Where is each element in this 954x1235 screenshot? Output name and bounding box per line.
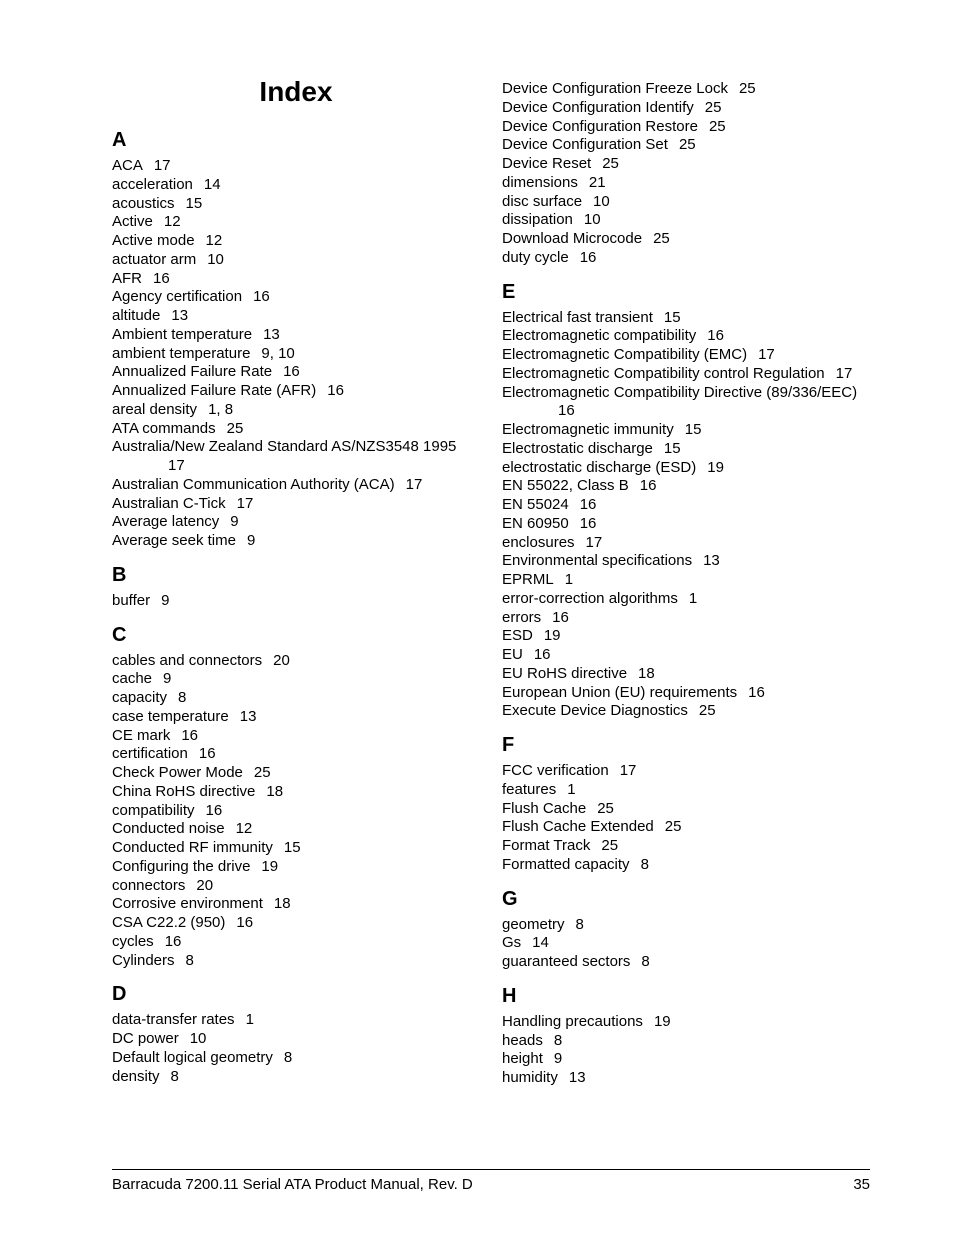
index-page-refs: 16 <box>153 269 170 287</box>
index-term: Annualized Failure Rate (AFR) <box>112 382 317 399</box>
index-page-refs: 19 <box>261 857 279 875</box>
index-letter-heading: A <box>112 129 127 151</box>
index-term: DC power <box>112 1030 179 1047</box>
index-page-refs: 15 <box>663 308 681 326</box>
index-entry <box>502 1013 874 1032</box>
index-term: connectors <box>112 876 186 894</box>
index-page-refs: 17 <box>405 475 423 493</box>
index-term: cycles <box>112 932 154 950</box>
index-page-refs: 16 <box>579 248 597 266</box>
index-page-refs: 17 <box>585 533 603 551</box>
index-term: Configuring the drive <box>112 857 251 875</box>
index-page-refs: 12 <box>235 820 253 838</box>
index-letter-heading: H <box>502 984 517 1007</box>
index-page-refs: 8 <box>553 1031 563 1049</box>
index-term: humidity <box>502 1069 558 1086</box>
index-page-refs: 25 <box>653 230 670 247</box>
index-page-refs: 19 <box>707 458 724 476</box>
index-term: EN 60950 <box>502 514 569 532</box>
index-entry <box>502 249 874 268</box>
index-page-refs: 10 <box>189 1030 207 1047</box>
index-term: Australian C-Tick <box>112 494 226 512</box>
index-term: EN 55022, Class B <box>502 477 629 495</box>
index-page-refs: 25 <box>708 117 726 135</box>
index-term: Electrical fast transient <box>502 308 653 326</box>
index-page-refs: 16 <box>748 683 765 701</box>
index-entry <box>112 895 482 914</box>
index-term: ACA <box>112 157 143 174</box>
index-entry <box>502 684 874 703</box>
index-entry <box>502 477 874 496</box>
index-entry <box>112 708 482 727</box>
index-entry <box>112 476 482 495</box>
index-page-refs: 16 <box>579 496 597 513</box>
index-term: error-correction algorithms <box>502 589 678 607</box>
index-page-refs: 16 <box>639 477 657 495</box>
index-letter-heading: D <box>112 983 127 1006</box>
index-entry <box>112 363 482 382</box>
index-page-refs: 8 <box>185 951 194 969</box>
index-entry <box>112 251 482 270</box>
index-letter-heading: C <box>112 623 127 646</box>
index-term: Active <box>112 213 153 231</box>
index-page-refs: 13 <box>263 325 280 343</box>
index-page-refs: 1, 8 <box>208 400 234 418</box>
index-page-refs: 8 <box>283 1048 293 1066</box>
index-entry <box>112 307 482 326</box>
index-entry <box>502 327 874 346</box>
index-entry <box>502 762 874 781</box>
index-page-refs: 16 <box>283 363 300 381</box>
index-term: Device Configuration Identify <box>502 98 694 116</box>
index-column-right <box>502 80 874 1088</box>
index-term: actuator arm <box>112 250 197 268</box>
index-term: FCC verification <box>502 762 609 779</box>
index-entry <box>502 136 874 155</box>
index-entry <box>112 914 482 933</box>
index-term: China RoHS directive <box>112 782 256 800</box>
index-page-refs: 17 <box>619 762 637 779</box>
index-term: Electromagnetic Compatibility control Regulation <box>502 364 825 382</box>
index-term: acoustics <box>112 194 175 212</box>
index-term: Handling precautions <box>502 1012 643 1030</box>
index-term: areal density <box>112 400 198 418</box>
index-entry <box>112 176 482 195</box>
index-entry <box>502 1069 874 1088</box>
index-page-refs: 1 <box>567 780 576 798</box>
index-term: EPRML <box>502 571 554 588</box>
index-entry <box>502 590 874 609</box>
index-term: Gs <box>502 934 522 952</box>
index-term: CSA C22.2 (950) <box>112 914 226 931</box>
index-entry <box>112 1068 482 1087</box>
index-entry <box>112 1049 482 1068</box>
index-page-refs: 16 <box>236 914 254 931</box>
index-term: Electromagnetic immunity <box>502 421 674 438</box>
index-letter-heading: G <box>502 887 518 910</box>
index-page-refs: 18 <box>266 782 284 800</box>
index-term: cache <box>112 670 153 688</box>
index-entry <box>502 515 874 534</box>
index-entry <box>112 157 482 176</box>
index-entry <box>112 783 482 802</box>
index-entry <box>112 532 482 551</box>
index-column-left <box>112 128 482 1086</box>
index-page-refs: 12 <box>163 213 181 231</box>
index-term: certification <box>112 745 188 763</box>
index-entry <box>112 232 482 251</box>
index-term: ambient temperature <box>112 344 251 362</box>
index-page-refs: 10 <box>583 211 601 229</box>
index-term: Australian Communication Authority (ACA) <box>112 475 395 493</box>
index-entry <box>502 80 874 99</box>
footer-page-number: 35 <box>853 1176 870 1193</box>
index-entry <box>112 270 482 289</box>
index-entry <box>112 326 482 345</box>
index-term: EU RoHS directive <box>502 664 628 682</box>
index-page-refs: 8 <box>641 953 650 970</box>
index-term: ESD <box>502 627 533 645</box>
index-entry <box>112 420 482 439</box>
index-term: Average seek time <box>112 532 236 549</box>
index-term: density <box>112 1067 160 1085</box>
index-page-refs: 16 <box>707 327 724 345</box>
index-term: EN 55024 <box>502 496 569 513</box>
index-entry <box>112 858 482 877</box>
index-page-refs: 15 <box>663 439 681 457</box>
index-entry <box>502 916 874 935</box>
index-page-refs: 9, 10 <box>261 344 295 362</box>
index-entry <box>502 193 874 212</box>
index-term: Ambient temperature <box>112 325 253 343</box>
index-page-refs: 8 <box>640 855 649 873</box>
index-term: Electrostatic discharge <box>502 439 653 457</box>
index-term: guaranteed sectors <box>502 953 631 970</box>
index-term: CE mark <box>112 726 171 744</box>
index-entry <box>502 459 874 478</box>
index-page-refs: 16 <box>533 646 551 663</box>
index-term: Device Reset <box>502 155 592 172</box>
index-entry <box>112 592 482 611</box>
index-entry <box>112 670 482 689</box>
index-term: Device Configuration Set <box>502 136 668 154</box>
index-page-refs: 13 <box>568 1069 586 1086</box>
index-page-refs: 25 <box>602 155 619 172</box>
index-page-refs: 10 <box>207 250 224 268</box>
footer-document-title: Barracuda 7200.11 Serial ATA Product Manual, Rev. D <box>112 1176 473 1193</box>
index-term: features <box>502 780 557 798</box>
index-entry <box>502 818 874 837</box>
index-entry <box>502 534 874 553</box>
index-page-refs: 25 <box>226 419 244 437</box>
index-entry <box>112 652 482 671</box>
index-entry <box>502 627 874 646</box>
index-term: Environmental specifications <box>502 552 693 570</box>
index-entry <box>112 513 482 532</box>
footer-divider <box>112 1169 870 1170</box>
index-entry <box>112 802 482 821</box>
index-page-refs: 16 <box>181 726 199 744</box>
index-entry <box>112 727 482 746</box>
index-page-refs: 17 <box>835 364 853 382</box>
index-term: Active mode <box>112 232 195 249</box>
index-entry <box>502 440 874 459</box>
index-entry <box>112 195 482 214</box>
index-term: Device Configuration Restore <box>502 117 698 135</box>
index-entry <box>502 118 874 137</box>
index-entry <box>502 934 874 953</box>
index-term: Australia/New Zealand Standard AS/NZS3548 1995 <box>112 438 457 456</box>
index-page-refs: 25 <box>738 80 756 97</box>
index-page-refs: 17 <box>168 457 185 474</box>
index-term: Electromagnetic Compatibility Directive (89/336/EEC) <box>502 383 858 401</box>
index-page-refs: 25 <box>253 764 271 781</box>
index-page-refs: 15 <box>185 194 203 212</box>
index-page-refs: 14 <box>203 175 221 193</box>
index-page-refs: 16 <box>552 608 569 626</box>
index-term: ATA commands <box>112 419 216 437</box>
index-page-refs: 25 <box>597 799 614 817</box>
index-page-refs: 13 <box>171 307 189 324</box>
index-page-refs: 10 <box>593 192 610 210</box>
index-entry <box>112 689 482 708</box>
index-page-refs: 8 <box>575 915 584 933</box>
index-term: enclosures <box>502 533 575 551</box>
index-page-refs: 18 <box>638 664 655 682</box>
index-term: Corrosive environment <box>112 895 263 913</box>
index-page-refs: 25 <box>698 702 716 720</box>
index-term: cables and connectors <box>112 651 263 669</box>
index-entry <box>112 1030 482 1049</box>
index-entry <box>502 155 874 174</box>
index-term: altitude <box>112 307 161 324</box>
index-page-refs: 19 <box>653 1012 671 1030</box>
index-entry <box>502 856 874 875</box>
index-entry <box>112 288 482 307</box>
index-term: duty cycle <box>502 248 569 266</box>
index-page-refs: 20 <box>196 876 214 894</box>
index-entry <box>502 384 874 422</box>
index-page-refs: 17 <box>236 494 254 512</box>
index-entry <box>112 952 482 971</box>
index-term: height <box>502 1050 543 1068</box>
index-entry <box>502 702 874 721</box>
index-term: Average latency <box>112 513 220 531</box>
index-term: acceleration <box>112 175 193 193</box>
index-entry <box>502 496 874 515</box>
index-page-refs: 16 <box>558 402 575 420</box>
index-entry <box>502 174 874 193</box>
index-term: data-transfer rates <box>112 1011 235 1029</box>
index-page-refs: 16 <box>579 514 597 532</box>
index-term: compatibility <box>112 801 195 819</box>
index-page-refs: 25 <box>678 136 696 154</box>
index-page-refs: 9 <box>163 670 172 688</box>
index-entry <box>112 745 482 764</box>
index-term: geometry <box>502 915 565 933</box>
index-page-refs: 15 <box>684 421 702 438</box>
index-term: Conducted noise <box>112 820 225 838</box>
index-entry <box>502 609 874 628</box>
index-entry <box>502 1050 874 1069</box>
index-page-refs: 21 <box>588 173 606 191</box>
index-term: Formatted capacity <box>502 855 630 873</box>
index-term: Format Track <box>502 837 591 854</box>
index-term: electrostatic discharge (ESD) <box>502 458 697 476</box>
index-term: Flush Cache Extended <box>502 818 654 836</box>
index-entry <box>112 877 482 896</box>
index-entry <box>112 495 482 514</box>
index-page-refs: 19 <box>543 627 561 645</box>
index-term: AFR <box>112 269 142 287</box>
index-term: Electromagnetic Compatibility (EMC) <box>502 346 748 363</box>
index-term: Annualized Failure Rate <box>112 363 273 381</box>
index-term: Cylinders <box>112 951 175 969</box>
index-entry <box>502 211 874 230</box>
index-entry <box>502 953 874 972</box>
index-entry <box>502 99 874 118</box>
index-page-refs: 16 <box>205 801 223 819</box>
index-entry <box>502 309 874 328</box>
index-entry <box>502 837 874 856</box>
index-page-refs: 13 <box>239 707 257 725</box>
index-page-refs: 17 <box>758 346 775 363</box>
index-page-refs: 13 <box>703 552 720 570</box>
index-term: European Union (EU) requirements <box>502 683 738 701</box>
index-term: Agency certification <box>112 288 243 306</box>
index-entry <box>502 646 874 665</box>
index-page-refs: 8 <box>178 689 187 706</box>
index-term: Device Configuration Freeze Lock <box>502 80 728 97</box>
index-page-refs: 18 <box>273 895 291 913</box>
page-title: Index <box>259 76 333 107</box>
index-letter-heading: E <box>502 280 516 303</box>
index-page-refs: 9 <box>230 513 239 531</box>
index-page-refs: 9 <box>246 532 256 549</box>
index-page-refs: 16 <box>327 382 344 399</box>
index-term: heads <box>502 1031 543 1049</box>
index-term: disc surface <box>502 192 583 210</box>
index-page-refs: 14 <box>532 934 549 952</box>
index-term: buffer <box>112 591 151 609</box>
index-entry <box>112 401 482 420</box>
index-entry <box>502 365 874 384</box>
index-page-refs: 25 <box>664 818 682 836</box>
index-page-refs: 15 <box>283 839 301 856</box>
index-entry <box>502 230 874 249</box>
index-page-refs: 16 <box>253 288 270 306</box>
index-term: dimensions <box>502 173 578 191</box>
index-page-refs: 8 <box>170 1067 179 1085</box>
index-letter-heading: F <box>502 734 515 756</box>
index-page-refs: 1 <box>688 589 698 607</box>
index-entry <box>112 933 482 952</box>
index-entry <box>502 800 874 819</box>
index-entry <box>502 1032 874 1051</box>
index-page-refs: 16 <box>164 932 182 950</box>
index-page-refs: 16 <box>198 745 216 763</box>
index-page-refs: 17 <box>153 157 171 174</box>
index-term: Execute Device Diagnostics <box>502 702 688 720</box>
index-term: Electromagnetic compatibility <box>502 327 697 345</box>
index-entry <box>112 1011 482 1030</box>
index-entry <box>112 345 482 364</box>
index-entry <box>112 382 482 401</box>
index-entry <box>502 552 874 571</box>
index-term: Default logical geometry <box>112 1048 273 1066</box>
index-page-refs: 20 <box>273 651 290 669</box>
index-entry <box>502 571 874 590</box>
index-page-refs: 1 <box>245 1011 254 1029</box>
index-page-refs: 25 <box>601 837 619 854</box>
index-entry <box>112 764 482 783</box>
index-page-refs: 25 <box>704 98 722 116</box>
index-entry <box>502 346 874 365</box>
index-entry <box>502 665 874 684</box>
index-entry <box>502 421 874 440</box>
index-entry <box>112 820 482 839</box>
index-term: Flush Cache <box>502 799 587 817</box>
index-term: Check Power Mode <box>112 764 243 781</box>
index-term: Download Microcode <box>502 230 643 247</box>
index-letter-heading: B <box>112 563 127 586</box>
index-term: case temperature <box>112 707 229 725</box>
index-entry <box>112 839 482 858</box>
index-entry <box>112 213 482 232</box>
index-page-refs: 1 <box>564 571 574 588</box>
index-term: capacity <box>112 689 168 706</box>
index-entry <box>112 438 482 476</box>
index-term: EU <box>502 646 523 663</box>
index-page-refs: 9 <box>161 591 170 609</box>
index-page-refs: 12 <box>205 232 223 249</box>
index-term: errors <box>502 608 542 626</box>
index-entry <box>502 781 874 800</box>
index-page-refs: 9 <box>553 1050 563 1068</box>
index-term: dissipation <box>502 211 573 229</box>
index-term: Conducted RF immunity <box>112 839 273 856</box>
